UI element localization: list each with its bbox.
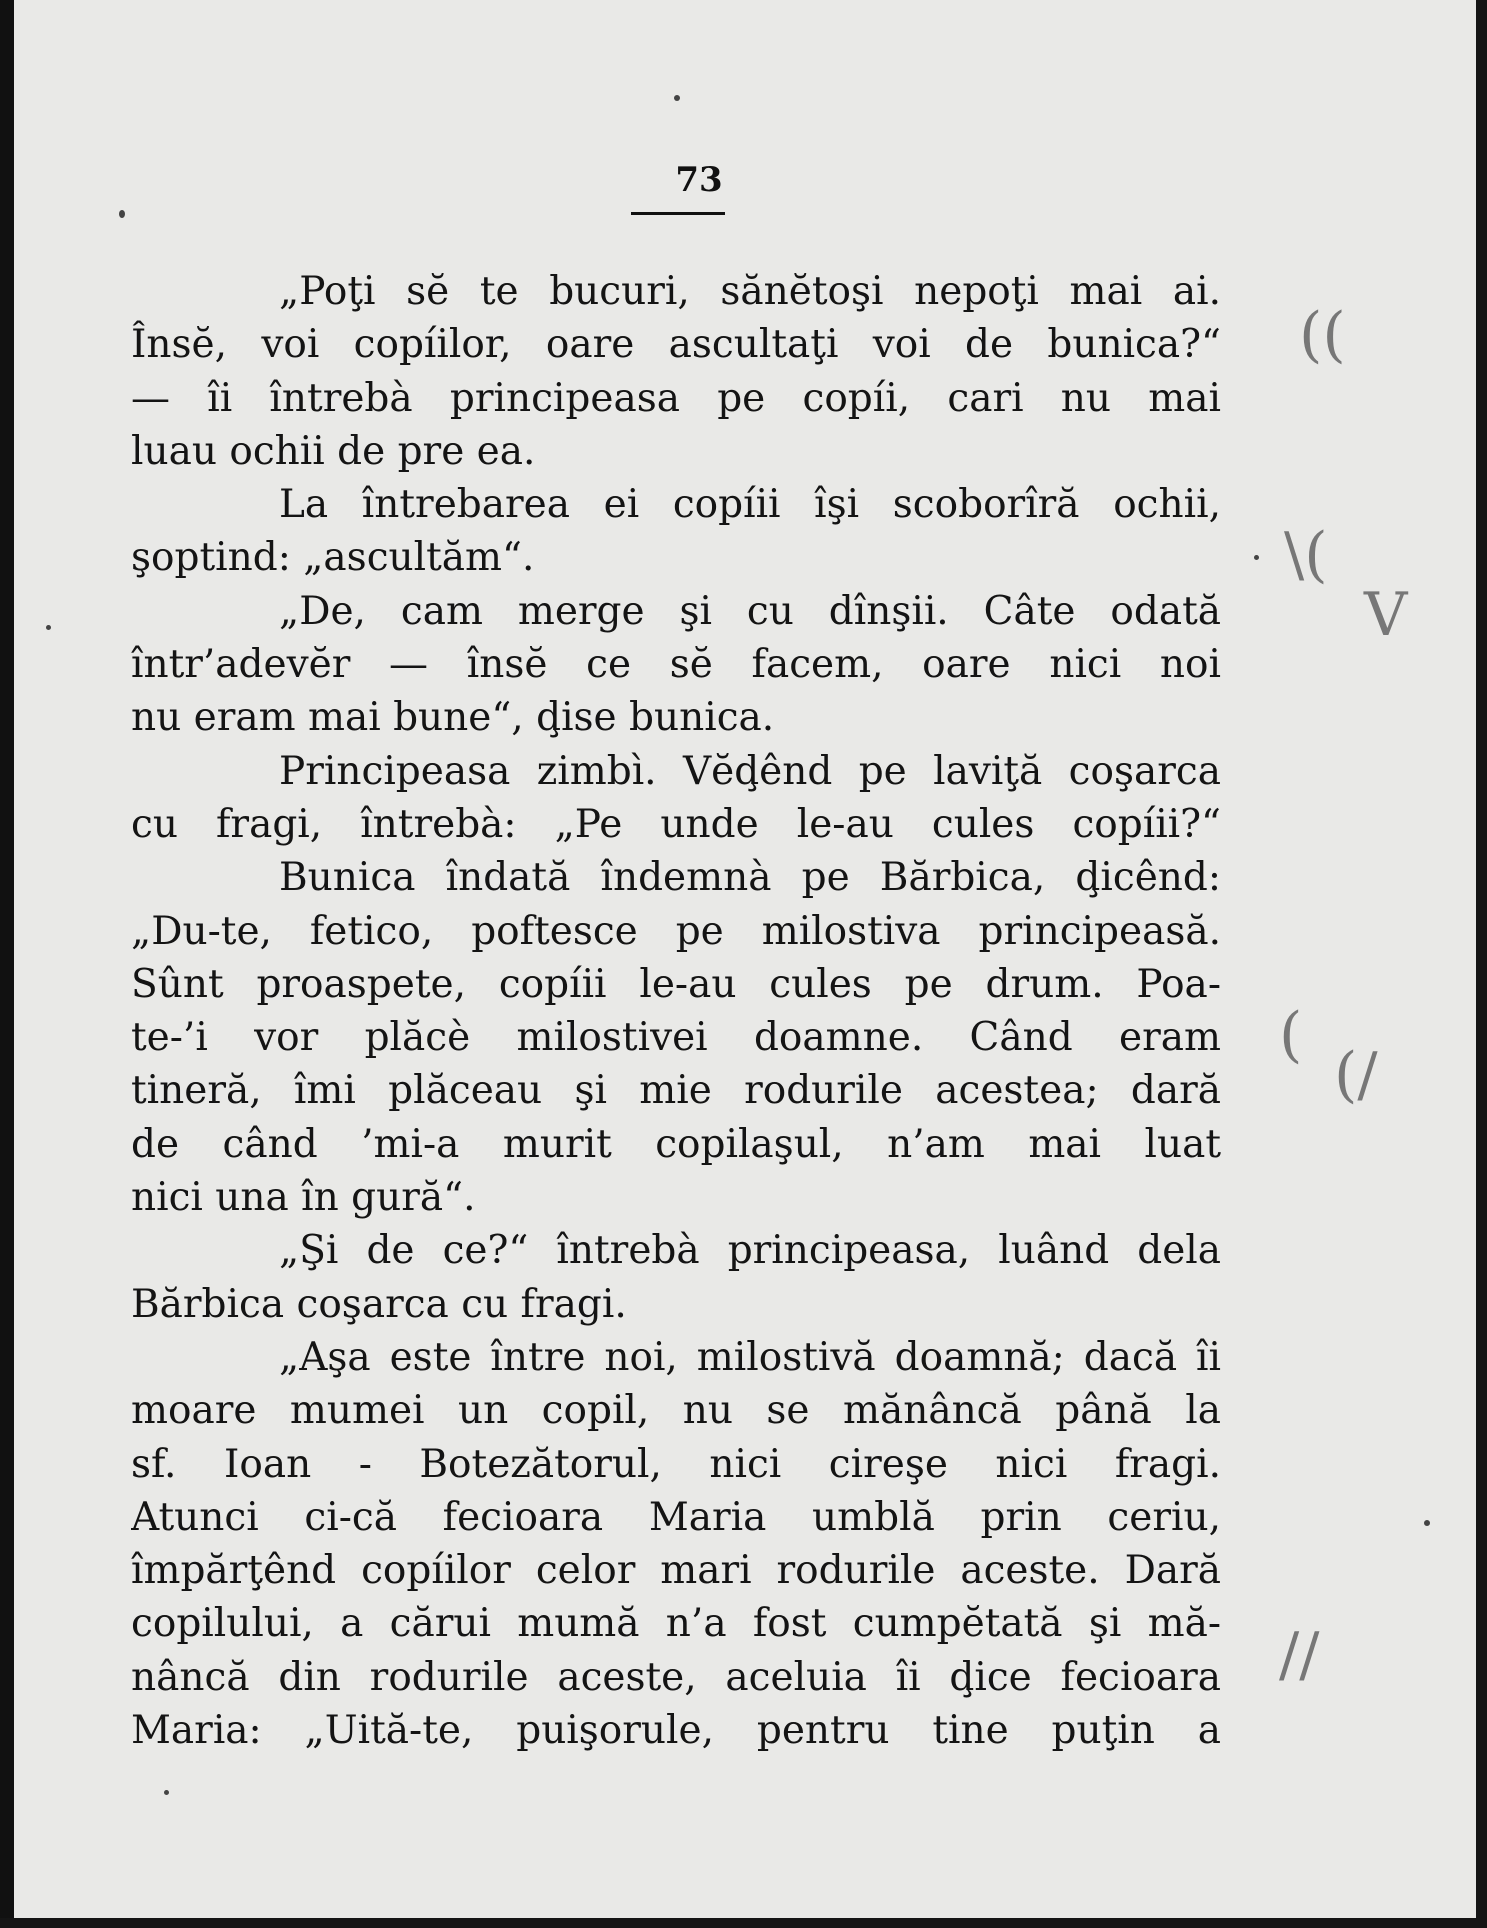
scan-speck	[119, 210, 125, 218]
text-line: copilului, a cărui mumă n’a fost cumpĕtată şi mă-	[131, 1601, 1221, 1647]
text-line: cu fragi, întrebà: „Pe unde le-au cules copíii?“	[131, 801, 1221, 847]
text-line: tineră, îmi plăceau şi mie rodurile acestea; dară	[131, 1068, 1221, 1114]
text-line: împărţênd copíilor celor mari rodurile aceste. Dară	[131, 1548, 1221, 1594]
text-line: Atunci ci-că fecioara Maria umblă prin ceriu,	[131, 1494, 1221, 1540]
scan-speck	[1254, 555, 1259, 560]
text-line: te-’i vor plăcè milostivei doamne. Când eram	[131, 1015, 1221, 1061]
text-line: Însĕ, voi copíilor, oare ascultaţi voi de bunica?“	[131, 322, 1221, 368]
book-page	[14, 0, 1476, 1918]
scan-speck	[46, 625, 51, 630]
scan-speck	[1424, 1520, 1430, 1526]
scan-border-bottom	[0, 1918, 1487, 1928]
text-line: sf. Ioan - Botezătorul, nici cireşe nici fragi.	[131, 1441, 1221, 1487]
page-number: 73	[675, 160, 723, 200]
scan-border-left	[0, 0, 14, 1928]
text-line: Principeasa zimbì. Vĕḑênd pe laviţă coşarca	[279, 748, 1221, 794]
text-line: într’adevĕr — însĕ ce sĕ facem, oare nici noi	[131, 642, 1221, 688]
margin-pencil-mark: V	[1364, 580, 1408, 650]
text-line: Bărbica coşarca cu fragi.	[131, 1281, 627, 1327]
body-text	[131, 265, 1221, 1757]
scan-speck	[674, 95, 680, 101]
text-line: Maria: „Uită-te, puişorule, pentru tine puţin a	[131, 1708, 1221, 1754]
text-line: — îi întrebà principeasa pe copíi, cari nu mai	[131, 375, 1221, 421]
text-line: de când ’mi-a murit copilaşul, n’am mai luat	[131, 1121, 1221, 1167]
margin-pencil-mark: \(	[1284, 520, 1328, 590]
text-line: „Şi de ce?“ întrebà principeasa, luând dela	[279, 1228, 1221, 1274]
text-line: şoptind: „ascultăm“.	[131, 535, 535, 581]
text-line: nici una în gură“.	[131, 1175, 476, 1221]
text-line: „De, cam merge şi cu dînşii. Câte odată	[279, 588, 1221, 634]
margin-pencil-mark: //	[1279, 1620, 1320, 1690]
margin-pencil-mark: (	[1279, 1000, 1303, 1070]
text-line: Sûnt proaspete, copíii le-au cules pe drum. Poa-	[131, 961, 1221, 1007]
text-line: La întrebarea ei copíii îşi scoborîră ochii,	[279, 482, 1221, 528]
scan-speck	[164, 1790, 169, 1795]
text-line: „Poţi sĕ te bucuri, sănĕtoşi nepoţi mai ai.	[279, 269, 1221, 314]
text-line: „Du-te, fetico, poftesce pe milostiva principeasă.	[131, 908, 1221, 954]
scan-border-right	[1476, 0, 1487, 1928]
text-line: „Aşa este între noi, milostivă doamnă; dacă îi	[279, 1334, 1221, 1380]
margin-pencil-mark: ((	[1299, 300, 1346, 370]
text-line: moare mumei un copil, nu se mănâncă până la	[131, 1388, 1221, 1434]
page-number-rule	[631, 212, 725, 215]
text-line: nâncă din rodurile aceste, aceluia îi ḑice fecioara	[131, 1654, 1221, 1700]
text-line: nu eram mai bune“, ḑise bunica.	[131, 695, 775, 741]
margin-pencil-mark: (/	[1334, 1040, 1378, 1110]
text-line: Bunica îndată îndemnà pe Bărbica, ḑicênd:	[279, 855, 1221, 901]
text-line: luau ochii de pre ea.	[131, 428, 536, 474]
